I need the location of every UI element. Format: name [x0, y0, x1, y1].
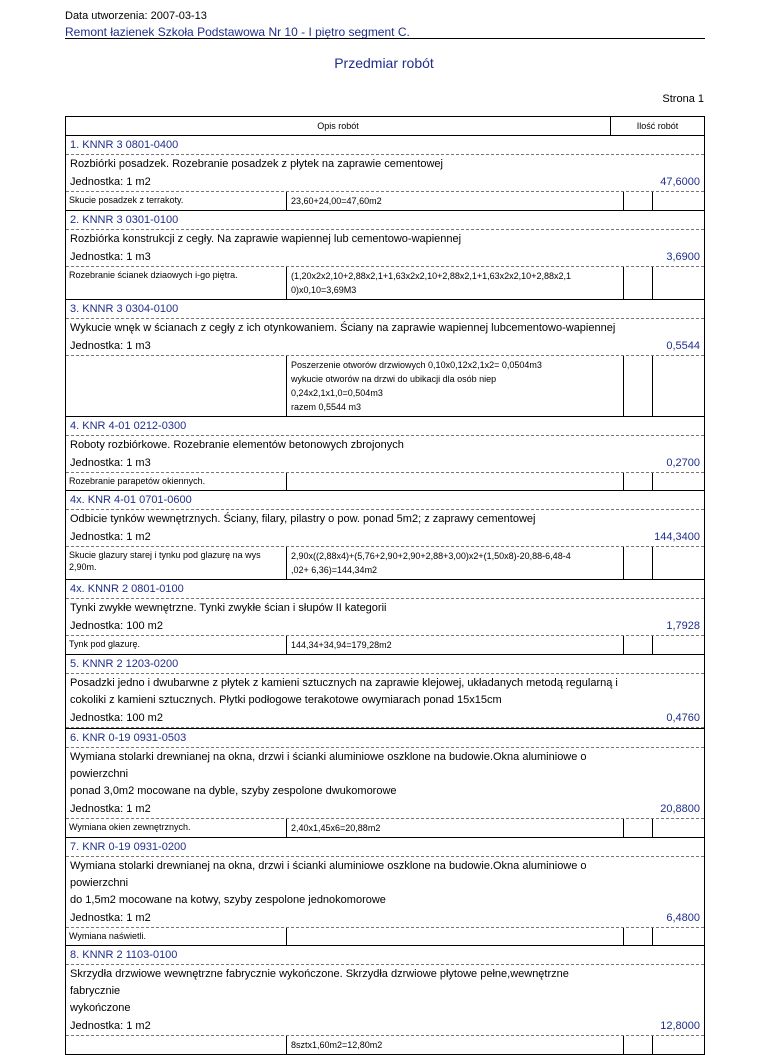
measurement-calculation [286, 1036, 623, 1054]
item-code: 5. KNNR 2 1203-0200 [66, 655, 704, 674]
item-unit: Jednostka: 1 m3 [70, 457, 151, 469]
measurement-row [66, 819, 704, 837]
item-unit: Jednostka: 1 m2 [70, 912, 151, 924]
unit-row [66, 801, 704, 819]
item-quantity: 0,2700 [666, 457, 700, 469]
item-description-line: Wymiana stolarki drewnianej na okna, drzwi i ścianki aluminiowe oszklone na budowie.Okna aluminiowe o powierzchni [70, 751, 587, 780]
measurement-spacer [623, 819, 652, 837]
item-description-line: wykończone [70, 1002, 131, 1014]
item-description [66, 857, 626, 910]
measurement-calculation [286, 547, 623, 579]
measurement-spacer [623, 1036, 652, 1054]
item-code: 3. KNNR 3 0304-0100 [66, 300, 704, 319]
measurement-description: Tynk pod glazurę. [69, 639, 141, 649]
item-quantity: 12,8000 [660, 1020, 700, 1032]
measurement-end-cell [652, 267, 704, 299]
unit-row [66, 910, 704, 928]
measurement-description: Skucie glazury starej i tynku pod glazurę na wys 2,90m. [69, 550, 261, 572]
bill-of-quantities-table [65, 116, 705, 1055]
measurement-spacer [623, 267, 652, 299]
measurement-row [66, 1036, 704, 1054]
calculation-line: 144,34+34,94=179,28m2 [291, 640, 392, 650]
measurement-end-cell [652, 1036, 704, 1054]
measurement-description: Skucie posadzek z terrakoty. [69, 195, 184, 205]
item-description-line: Roboty rozbiórkowe. Rozebranie elementów betonowych zbrojonych [70, 439, 404, 451]
item-code: 4x. KNR 4-01 0701-0600 [66, 491, 704, 510]
measurement-spacer [623, 928, 652, 945]
measurement-spacer [623, 547, 652, 579]
item-description-line: Rozbiórka konstrukcji z cegły. Na zaprawie wapiennej lub cementowo-wapiennej [70, 233, 462, 245]
work-item [66, 729, 704, 838]
item-description-line: cokoliki z kamieni sztucznych. Płytki podłogowe terakotowe owymiarach ponad 15x15cm [70, 694, 502, 706]
calculation-line: ,02+ 6,36)=144,34m2 [291, 565, 378, 575]
item-code: 6. KNR 0-19 0931-0503 [66, 729, 704, 748]
item-unit: Jednostka: 1 m2 [70, 531, 151, 543]
item-description [66, 599, 626, 618]
item-description [66, 436, 626, 455]
project-title: Remont łazienek Szkoła Podstawowa Nr 10 - I piętro segment C. [65, 25, 410, 39]
item-code: 4x. KNNR 2 0801-0100 [66, 580, 704, 599]
item-quantity: 47,6000 [660, 176, 700, 188]
work-item [66, 580, 704, 655]
item-description [66, 155, 626, 174]
column-header-quantity: Ilość robót [610, 117, 704, 135]
item-code: 1. KNNR 3 0801-0400 [66, 136, 704, 155]
calculation-line: 0)x0,10=3,69M3 [291, 285, 357, 295]
item-description-line: do 1,5m2 mocowane na kotwy, szyby zespolone jednokomorowe [70, 894, 386, 906]
item-description-line: Tynki zwykłe wewnętrzne. Tynki zwykłe ścian i słupów II kategorii [70, 602, 387, 614]
item-unit: Jednostka: 1 m2 [70, 803, 151, 815]
work-item [66, 655, 704, 729]
item-description-line: Wykucie wnęk w ścianach z cegły z ich otynkowaniem. Ściany na zaprawie wapiennej lubcementowo-wapiennej [70, 322, 616, 334]
calculation-line: 0,24x2,1x1,0=0,504m3 [291, 388, 383, 398]
item-description [66, 748, 626, 801]
header-divider [65, 38, 705, 39]
item-unit: Jednostka: 1 m3 [70, 340, 151, 352]
item-code: 8. KNNR 2 1103-0100 [66, 946, 704, 965]
unit-row [66, 618, 704, 636]
item-description-line: Rozbiórki posadzek. Rozebranie posadzek z płytek na zaprawie cementowej [70, 158, 443, 170]
work-item [66, 211, 704, 300]
measurement-calculation [286, 473, 623, 490]
measurement-description [66, 1036, 286, 1054]
item-quantity: 20,8800 [660, 803, 700, 815]
item-unit: Jednostka: 100 m2 [70, 620, 163, 632]
measurement-spacer [623, 192, 652, 210]
calculation-line: (1,20x2x2,10+2,88x2,1+1,63x2x2,10+2,88x2,1+1,63x2x2,10+2,88x2,1 [291, 271, 571, 281]
item-description-line: Posadzki jedno i dwubarwne z płytek z kamieni sztucznych na zaprawie klejowej, układanych metodą regularną i [70, 677, 618, 689]
measurement-spacer [623, 473, 652, 490]
measurement-calculation [286, 356, 623, 416]
measurement-description: Wymiana naświetli. [69, 931, 146, 941]
measurement-spacer [623, 356, 652, 416]
measurement-description: Wymiana okien zewnętrznych. [69, 822, 191, 832]
measurement-end-cell [652, 636, 704, 654]
measurement-calculation [286, 928, 623, 945]
measurement-row [66, 356, 704, 416]
calculation-line: 2,40x1,45x6=20,88m2 [291, 823, 381, 833]
column-header-description: Opis robót [317, 121, 359, 131]
item-description-line: ponad 3,0m2 mocowane na dyble, szyby zespolone dwukomorowe [70, 785, 397, 797]
item-description-line: Odbicie tynków wewnętrznych. Ściany, filary, pilastry o pow. ponad 5m2; z zaprawy cementowej [70, 513, 536, 525]
unit-row [66, 455, 704, 473]
measurement-calculation [286, 636, 623, 654]
measurement-description [66, 356, 286, 416]
item-unit: Jednostka: 100 m2 [70, 712, 163, 724]
measurement-end-cell [652, 819, 704, 837]
measurement-end-cell [652, 192, 704, 210]
calculation-line: 23,60+24,00=47,60m2 [291, 196, 382, 206]
measurement-calculation [286, 267, 623, 299]
item-description [66, 674, 626, 710]
page-header [65, 9, 705, 40]
calculation-line: 8sztx1,60m2=12,80m2 [291, 1040, 383, 1050]
measurement-row [66, 636, 704, 654]
measurement-end-cell [652, 928, 704, 945]
measurement-spacer [623, 636, 652, 654]
item-code: 7. KNR 0-19 0931-0200 [66, 838, 704, 857]
measurement-row [66, 473, 704, 490]
measurement-row [66, 267, 704, 299]
unit-row [66, 710, 704, 728]
item-description-line: Wymiana stolarki drewnianej na okna, drzwi i ścianki aluminiowe oszklone na budowie.Okna aluminiowe o powierzchni [70, 860, 587, 889]
work-item [66, 136, 704, 211]
item-quantity: 0,5544 [666, 340, 700, 352]
measurement-description: Rozebranie parapetów okiennych. [69, 476, 206, 486]
work-items [66, 136, 704, 1054]
measurement-end-cell [652, 356, 704, 416]
calculation-line: Poszerzenie otworów drzwiowych 0,10x0,12x2,1x2= 0,0504m3 [291, 360, 542, 370]
item-quantity: 3,6900 [666, 251, 700, 263]
unit-row [66, 1018, 704, 1036]
unit-row [66, 338, 704, 356]
measurement-row [66, 192, 704, 210]
item-description [66, 510, 626, 529]
work-item [66, 838, 704, 946]
calculation-line: razem 0,5544 m3 [291, 402, 362, 412]
measurement-calculation [286, 192, 623, 210]
work-item [66, 946, 704, 1054]
creation-date: Data utworzenia: 2007-03-13 [65, 10, 207, 22]
item-quantity: 144,3400 [654, 531, 700, 543]
measurement-calculation [286, 819, 623, 837]
work-item [66, 300, 704, 417]
measurement-end-cell [652, 547, 704, 579]
item-unit: Jednostka: 1 m3 [70, 251, 151, 263]
calculation-line: wykucie otworów na drzwi do ubikacji dla osób niep [291, 374, 497, 384]
calculation-line: 2,90x((2,88x4)+(5,76+2,90+2,90+2,88+3,00)x2+(1,50x8)-20,88-6,48-4 [291, 551, 571, 561]
unit-row [66, 529, 704, 547]
page-number: Strona 1 [662, 93, 704, 105]
measurement-row [66, 928, 704, 945]
item-quantity: 1,7928 [666, 620, 700, 632]
measurement-description: Rozebranie ścianek dziaowych i-go piętra. [69, 270, 238, 280]
item-code: 4. KNR 4-01 0212-0300 [66, 417, 704, 436]
item-description [66, 965, 626, 1018]
document-title: Przedmiar robót [334, 55, 434, 71]
item-quantity: 6,4800 [666, 912, 700, 924]
work-item [66, 417, 704, 491]
item-description-line: Skrzydła drzwiowe wewnętrzne fabrycznie wykończone. Skrzydła dzrwiowe płytowe pełne,wewnętrzne fabrycznie [70, 968, 569, 997]
item-code: 2. KNNR 3 0301-0100 [66, 211, 704, 230]
work-item [66, 491, 704, 580]
unit-row [66, 174, 704, 192]
item-unit: Jednostka: 1 m2 [70, 1020, 151, 1032]
item-description [66, 319, 626, 338]
item-quantity: 0,4760 [666, 712, 700, 724]
item-description [66, 230, 626, 249]
measurement-end-cell [652, 473, 704, 490]
unit-row [66, 249, 704, 267]
item-unit: Jednostka: 1 m2 [70, 176, 151, 188]
table-header [66, 117, 704, 136]
measurement-row [66, 547, 704, 579]
